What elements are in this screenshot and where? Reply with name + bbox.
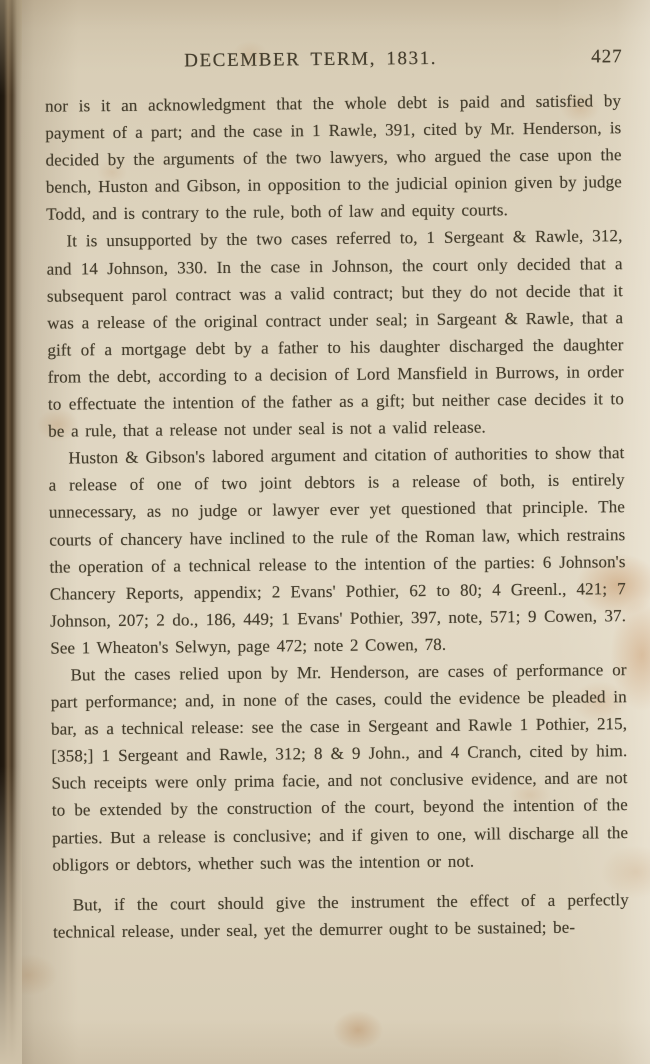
page-body bbox=[45, 87, 629, 945]
running-title: DECEMBER TERM, 1831. bbox=[184, 47, 438, 72]
paragraph: But the cases relied upon by Mr. Henderson, are cases of performance or part performance; and, in none of the cases, could the evidence be pleaded in bar, as a technical release: see the case in Sergeant and Rawle 1 Pothier, 215, [358;] 1 Sergeant and Rawle, 312; 8 & 9 John., and 4 Cranch, cited by him. Such receipts were only prima facie, and not conclusive evidence, and are not to be extended by the construction of the court, beyond the intention of the parties. But a release is conclusive; and if given to one, will discharge all the obligors or debtors, whether such was the intention or not. bbox=[50, 660, 629, 875]
page-number: 427 bbox=[591, 46, 623, 68]
page-content bbox=[0, 46, 650, 946]
paragraph: Huston & Gibson's labored argument and citation of authorities to show that a release of one of two joint debtors is a release of both, is entirely unnecessary, as no judge or lawyer ever yet questioned that principle. The courts of chancery have inclined to the rule of the Roman law, which restrains the operation of a technical release to the intention of the parties: 6 Johnson's Chancery Reports, appendix; 2 Evans' Pothier, 62 to 80; 4 Greenl., 421; 7 Johnson, 207; 2 do., 186, 449; 1 Evans' Pothier, 397, note, 571; 9 Cowen, 37. See 1 Wheaton's Selwyn, page 472; note 2 Cowen, 78. bbox=[48, 443, 627, 658]
page-header bbox=[0, 46, 647, 78]
paragraph-incomplete: But, if the court should give the instrument the effect of a perfectly technical release, under seal, yet the demurrer ought to be sustained; be- bbox=[52, 889, 629, 942]
paragraph: It is unsupported by the two cases referred to, 1 Sergeant & Rawle, 312, and 14 Johnson, 330. In the case in Johnson, the court only decided that a subsequent parol contract was a valid contract; but they do not decide that it was a release of the original contract under seal; in Sargeant & Rawle, that a gift of a mortgage debt by a father to his daughter discharged the daughter from the debt, according to a decision of Lord Mansfield in Burrows, in order to effectuate the intention of the father as a gift; but neither case decides it to be a rule, that a release not under seal is not a valid release. bbox=[46, 226, 625, 441]
paragraph-continuation: nor is it an acknowledgment that the whole debt is paid and satisfied by payment of a part; and the case in 1 Rawle, 391, cited by Mr. Henderson, is decided by the arguments of the two lawyers, who argued the case upon the bench, Huston and Gibson, in opposition to the judicial opinion given by judge Todd, and is contrary to the rule, both of law and equity courts. bbox=[45, 91, 622, 225]
